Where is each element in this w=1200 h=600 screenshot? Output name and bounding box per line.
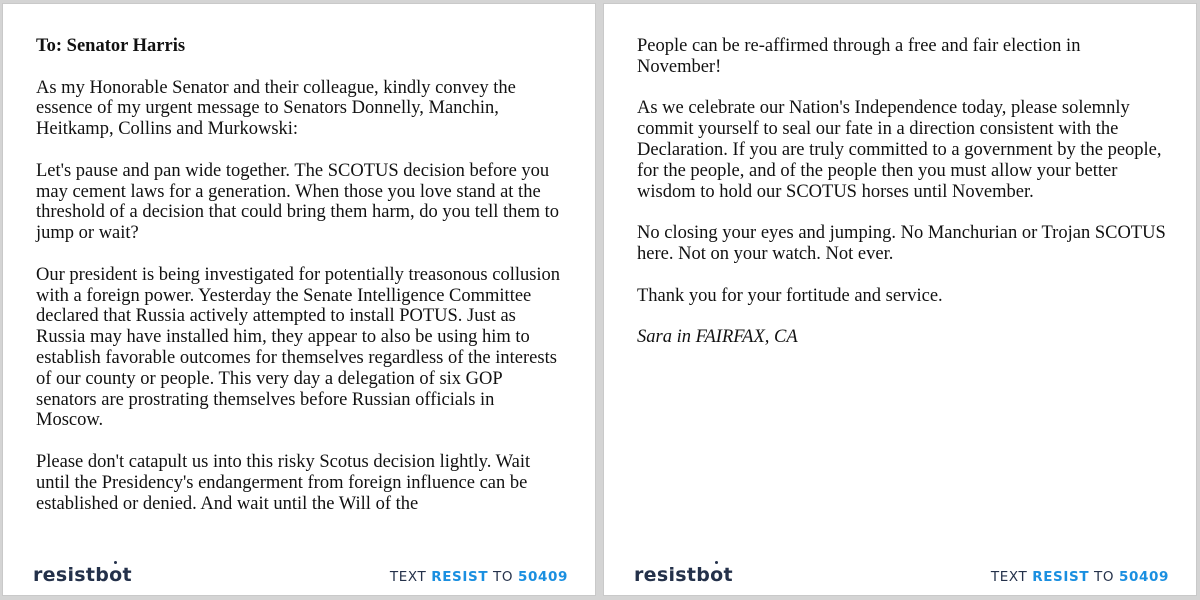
logo-text-o: o bbox=[109, 564, 123, 586]
letter-paragraph: As my Honorable Senator and their colleague, kindly convey the essence of my urgent message to Senators Donnelly, Manchin, Heitkamp, Collins and Murkowski: bbox=[36, 77, 516, 140]
letter-paragraph: No closing your eyes and jumping. No Manchurian or Trojan SCOTUS here. Not on your watch. Not ever. bbox=[637, 223, 1166, 264]
logo-text-prefix: resistb bbox=[634, 564, 711, 586]
cta-number: 50409 bbox=[518, 569, 568, 585]
signature-line: Sara in FAIRFAX, CA bbox=[637, 327, 798, 348]
cta-to: TO bbox=[493, 569, 514, 585]
letter-paragraph: Thank you for your fortitude and service. bbox=[637, 285, 943, 306]
recipient-line: To: Senator Harris bbox=[36, 36, 186, 56]
logo-text-prefix: resistb bbox=[33, 564, 110, 586]
letter-paragraph: Please don't catapult us into this risky Scotus decision lightly. Wait until the Presidency's endangerment from foreign influence can be established or denied. And wait until the Will of the bbox=[36, 451, 531, 514]
cta-keyword: RESIST bbox=[431, 569, 489, 585]
letter-paragraph: Let's pause and pan wide together. The SCOTUS decision before you may cement laws for a generation. When those you love stand at the threshold of a decision that could bring them harm, do you tell them to jump or wait? bbox=[36, 160, 560, 244]
cta-to: TO bbox=[1094, 569, 1115, 585]
logo-text-suffix: t bbox=[723, 564, 733, 586]
resistbot-logo bbox=[33, 564, 132, 586]
text-resist-cta bbox=[991, 569, 1169, 585]
letter-paragraph: As we celebrate our Nation's Independence today, please solemnly commit yourself to seal our fate in a direction consistent with the Declaration. If you are truly committed to a government by the people, for the people, and of the people then you must allow your better wisdom to hold our SCOTUS horses until November. bbox=[637, 98, 1162, 202]
cta-text: TEXT bbox=[990, 569, 1028, 585]
letter-page-2 bbox=[603, 3, 1197, 596]
letter-paragraph: People can be re-affirmed through a free and fair election in November! bbox=[637, 36, 1081, 77]
letter-body-page-2 bbox=[637, 36, 1167, 369]
cta-keyword: RESIST bbox=[1032, 569, 1090, 585]
text-resist-cta bbox=[390, 569, 568, 585]
logo-text-o: o bbox=[710, 564, 724, 586]
letter-body-page-1 bbox=[36, 36, 566, 535]
logo-text-suffix: t bbox=[122, 564, 132, 586]
letter-page-1 bbox=[2, 3, 596, 596]
cta-number: 50409 bbox=[1119, 569, 1169, 585]
cta-text: TEXT bbox=[389, 569, 427, 585]
letter-paragraph: Our president is being investigated for potentially treasonous collusion with a foreign power. Yesterday the Senate Intelligence Committee declared that Russia actively attempted to install POTUS. Just as Russia may have installed him, they appear to also be using him to establish favorable outcomes for themselves regardless of the interests of our county or people. This very day a delegation of six GOP senators are prostrating themselves before Russian officials in Moscow. bbox=[36, 264, 561, 431]
resistbot-logo bbox=[634, 564, 733, 586]
